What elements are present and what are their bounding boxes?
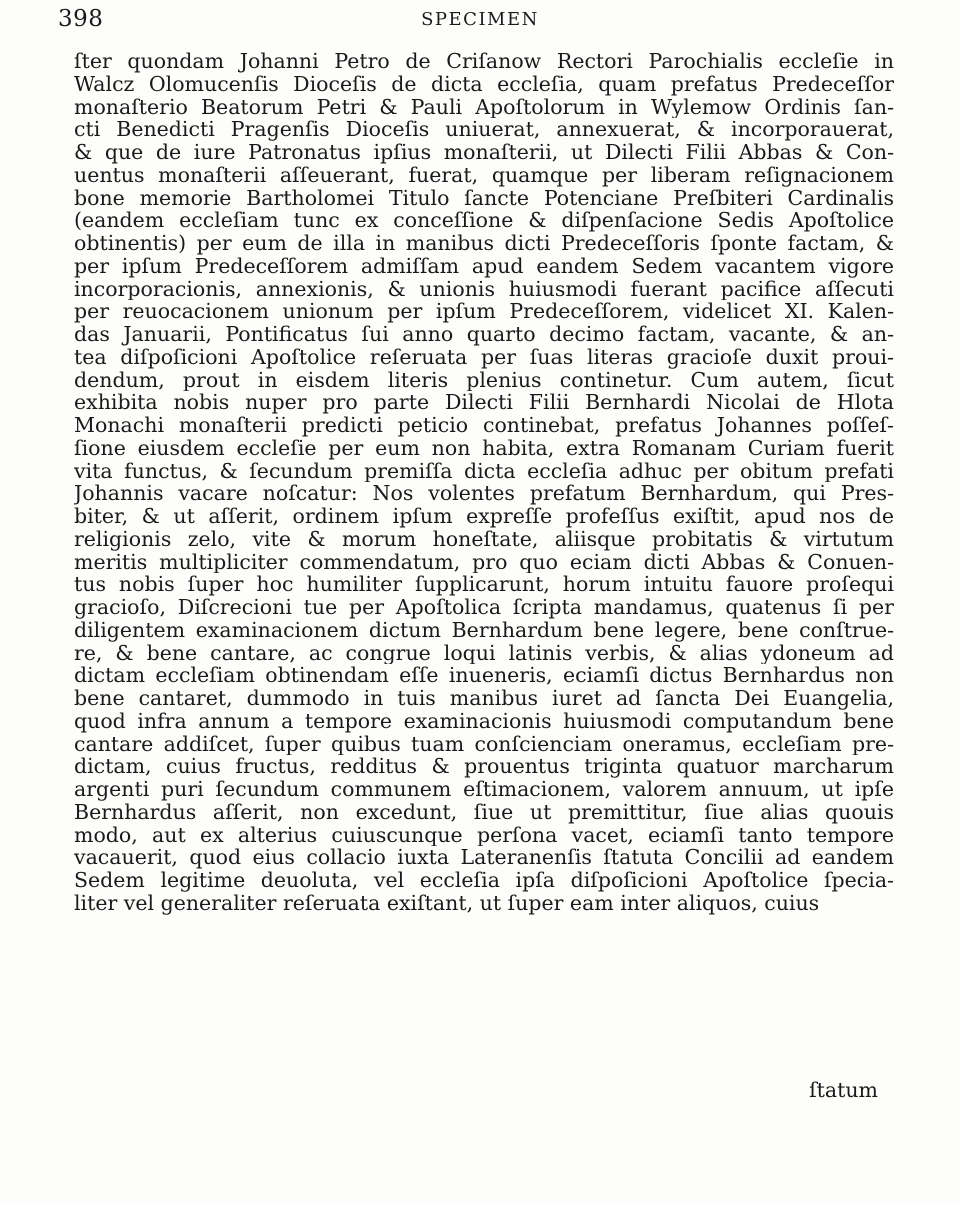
text-line: re, & bene cantare, ac congrue loqui latinis verbis, & alias ydoneum ad — [74, 641, 894, 665]
text-line: gracioſo, Diſcrecioni tue per Apoſtolica ſcripta mandamus, quatenus ſi per — [74, 596, 894, 619]
text-line: meritis multipliciter commendatum, pro quo eciam dicti Abbas & Conuen- — [74, 550, 894, 574]
text-line: ſter quondam Johanni Petro de Criſanow Rectori Parochialis eccleſie in — [74, 50, 894, 73]
text-line: quod infra annum a tempore examinacionis huiusmodi computandum bene — [74, 709, 894, 733]
text-line: bene cantaret, dummodo in tuis manibus iuret ad ſancta Dei Euangelia, — [74, 687, 894, 710]
text-line: cantare addiſcet, ſuper quibus tuam conſcienciam oneramus, eccleſiam pre- — [74, 732, 894, 756]
text-line: Bernhardus aſſerit, non excedunt, ſiue ut premittitur, ſiue alias quouis — [74, 800, 894, 824]
text-line: incorporacionis, annexionis, & unionis huiusmodi fuerant pacifice aſſecuti — [74, 277, 894, 301]
text-line: liter vel generaliter reſeruata exiſtant, ut ſuper eam inter aliquos, cuius — [74, 891, 820, 915]
running-head: SPECIMEN — [421, 9, 539, 30]
text-line: Johannis vacare noſcatur: Nos volentes prefatum Bernhardum, qui Pres- — [74, 482, 894, 505]
text-line: vacauerit, quod eius collacio iuxta Lateranenſis ſtatuta Concilii ad eandem — [74, 846, 894, 869]
text-line: bone memorie Bartholomei Titulo ſancte Potenciane Preſbiteri Cardinalis — [74, 186, 894, 210]
text-line: dendum, prout in eisdem literis plenius continetur. Cum autem, ſicut — [74, 368, 894, 392]
text-line: per reuocacionem unionum per ipſum Predeceſſorem, videlicet XI. Kalen- — [74, 300, 894, 323]
body-text — [74, 50, 894, 915]
text-line: dictam eccleſiam obtinendam eſſe inueneris, eciamſi dictus Bernhardus non — [74, 664, 894, 687]
text-line: vita functus, & ſecundum premiſſa dicta eccleſia adhuc per obitum prefati — [74, 459, 894, 483]
text-line: Monachi monaſterii predicti peticio continebat, prefatus Johannes poſſeſ- — [74, 414, 894, 437]
text-line: religionis zelo, vite & morum honeſtate, aliisque probitatis & virtutum — [74, 527, 894, 551]
text-line: (eandem eccleſiam tunc ex conceſſione & diſpenſacione Sedis Apoſtolice — [74, 209, 894, 232]
page-header — [0, 6, 960, 40]
text-line: Sedem legitime deuoluta, vel eccleſia ipſa diſpoſicioni Apoſtolice ſpecia- — [74, 869, 894, 892]
text-line: & que de iure Patronatus ipſius monaſterii, ut Dilecti Filii Abbas & Con- — [74, 141, 894, 164]
text-line: das Januarii, Pontificatus ſui anno quarto decimo factam, vacante, & an- — [74, 323, 894, 346]
text-line: diligentem examinacionem dictum Bernhardum bene legere, bene conſtrue- — [74, 618, 894, 642]
text-line: tea diſpoſicioni Apoſtolice reſeruata per ſuas literas gracioſe duxit proui- — [74, 345, 894, 369]
text-line: monaſterio Beatorum Petri & Pauli Apoſtolorum in Wylemow Ordinis ſan- — [74, 95, 894, 119]
text-line: biter, & ut aſſerit, ordinem ipſum expreſſe profeſſus exiſtit, apud nos de — [74, 505, 894, 528]
text-line: Walcz Olomucenſis Dioceſis de dicta eccleſia, quam prefatus Predeceſſor — [74, 72, 894, 96]
catchword: ſtatum — [809, 1078, 878, 1102]
page-number: 398 — [58, 6, 104, 32]
text-line: tus nobis ſuper hoc humiliter ſupplicarunt, horum intuitu fauore proſequi — [74, 573, 894, 596]
text-line: uentus monaſterii aſſeuerant, fuerat, quamque per liberam reſignacionem — [74, 163, 894, 187]
text-line: dictam, cuius fructus, redditus & prouentus triginta quatuor marcharum — [74, 755, 894, 778]
text-line: cti Benedicti Pragenſis Dioceſis uniuerat, annexuerat, & incorporauerat, — [74, 118, 894, 141]
text-line: exhibita nobis nuper pro parte Dilecti Filii Bernhardi Nicolai de Hlota — [74, 391, 894, 414]
text-line: modo, aut ex alterius cuiuscunque perſona vacet, eciamſi tanto tempore — [74, 823, 894, 847]
text-line: argenti puri ſecundum communem eſtimacionem, valorem annuum, ut ipſe — [74, 778, 894, 801]
text-line: obtinentis) per eum de illa in manibus dicti Predeceſſoris ſponte factam, & — [74, 232, 894, 255]
text-line: per ipſum Predeceſſorem admiſſam apud eandem Sedem vacantem vigore — [74, 254, 894, 278]
text-line: ſione eiusdem eccleſie per eum non habita, extra Romanam Curiam fuerit — [74, 436, 894, 460]
